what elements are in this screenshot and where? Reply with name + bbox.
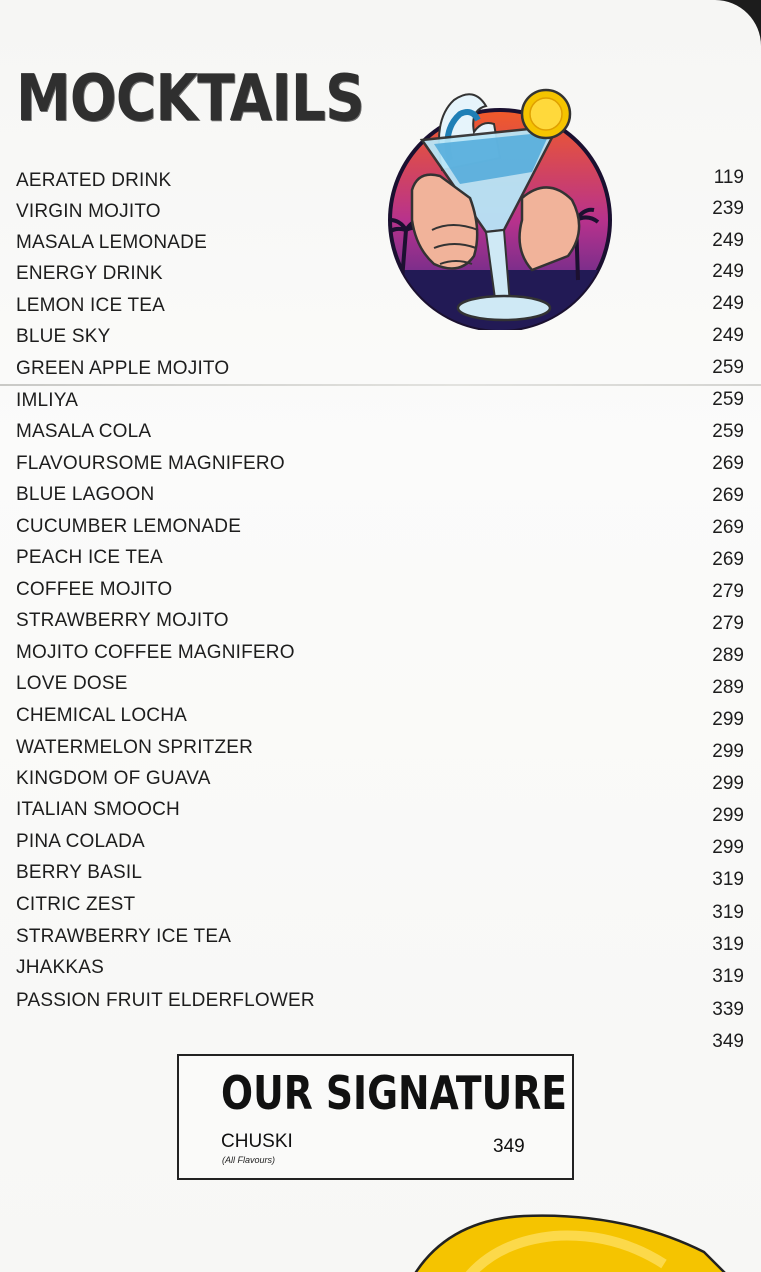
menu-item-price: 299 [712,709,744,730]
menu-item-name: STRAWBERRY MOJITO [16,610,229,631]
menu-item-price: 269 [712,549,744,570]
menu-item-name: GREEN APPLE MOJITO [16,358,230,379]
menu-item-name: IMLIYA [16,390,79,411]
menu-item-price: 289 [712,645,744,666]
menu-item-price: 279 [712,613,744,634]
menu-item-name: VIRGIN MOJITO [16,201,161,222]
menu-item-price: 299 [712,805,744,826]
menu-item-price: 239 [712,198,744,219]
signature-box [177,1054,574,1180]
menu-item-name: KINGDOM OF GUAVA [16,768,211,789]
signature-item-note: (All Flavours) [222,1155,276,1165]
menu-item-name: AERATED DRINK [16,170,172,191]
menu-item-name: BERRY BASIL [16,862,143,883]
menu-item-name: CHEMICAL LOCHA [16,705,188,726]
menu-item-name: STRAWBERRY ICE TEA [16,926,232,947]
menu-item-price: 269 [712,517,744,538]
menu-item-name: ITALIAN SMOOCH [16,799,180,820]
cocktail-illustration-icon [382,80,618,330]
menu-item-price: 259 [712,357,744,378]
extra-price: 349 [712,1031,744,1052]
menu-item-name: CUCUMBER LEMONADE [16,516,242,537]
menu-item-name: MOJITO COFFEE MAGNIFERO [16,642,295,663]
menu-item-price: 119 [713,167,744,188]
menu-item-name: MASALA LEMONADE [16,232,207,253]
signature-item-price: 349 [493,1136,525,1157]
menu-item-name: COFFEE MOJITO [16,579,173,600]
menu-item-price: 279 [712,581,744,602]
signature-title: OUR SIGNATURE [221,1066,568,1120]
menu-item-name: LEMON ICE TEA [16,295,166,316]
menu-item-name: FLAVOURSOME MAGNIFERO [16,453,285,474]
menu-item-name: ENERGY DRINK [16,263,163,284]
menu-item-price: 289 [712,677,744,698]
menu-title: MOCKTAILS [16,62,364,136]
menu-item-price: 259 [712,421,744,442]
menu-item-price: 249 [712,261,744,282]
menu-item-name: PEACH ICE TEA [16,547,163,568]
menu-item-price: 299 [712,837,744,858]
page-fold-line [0,384,761,386]
menu-item-name: WATERMELON SPRITZER [16,737,254,758]
menu-item-price: 269 [712,485,744,506]
menu-item-price: 319 [712,902,744,923]
menu-item-price: 249 [712,325,744,346]
menu-item-price: 299 [712,773,744,794]
menu-item-name: MASALA COLA [16,421,152,442]
menu-item-price: 269 [712,453,744,474]
menu-item-price: 339 [712,999,744,1020]
signature-item-name: CHUSKI [221,1131,293,1152]
menu-item-price: 249 [712,293,744,314]
menu-item-price: 259 [712,389,744,410]
menu-item-name: JHAKKAS [16,957,104,978]
menu-item-name: LOVE DOSE [16,673,128,694]
menu-item-name: BLUE LAGOON [16,484,155,505]
menu-item-price: 249 [712,230,744,251]
menu-item-price: 319 [712,934,744,955]
menu-item-name: PASSION FRUIT ELDERFLOWER [16,990,315,1011]
menu-item-price: 299 [712,741,744,762]
menu-item-price: 319 [712,966,744,987]
menu-item-name: CITRIC ZEST [16,894,136,915]
menu-item-name: BLUE SKY [16,326,111,347]
menu-item-name: PINA COLADA [16,831,145,852]
menu-item-price: 319 [712,869,744,890]
lemon-decoration-icon [404,1212,734,1272]
